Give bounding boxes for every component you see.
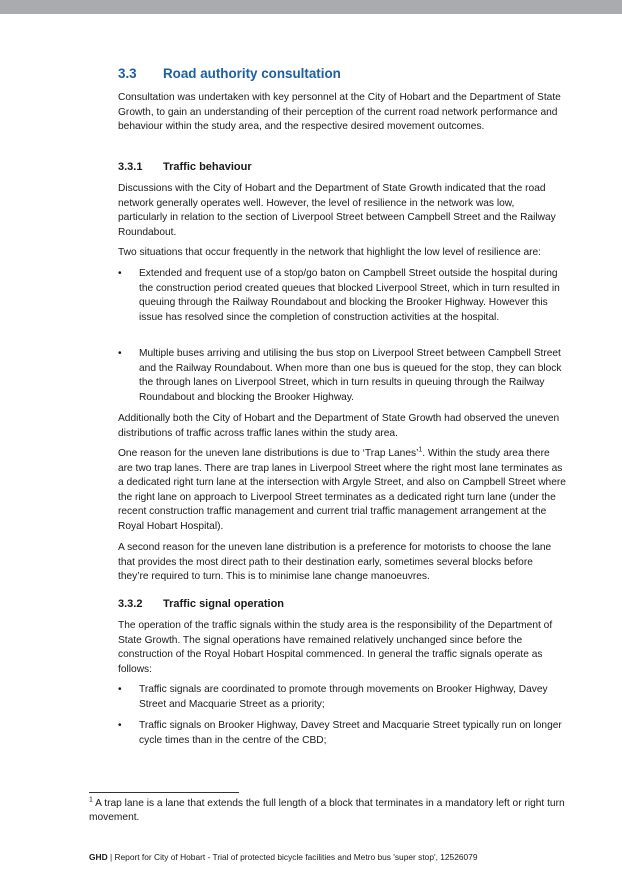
bullet-icon: • (118, 268, 122, 279)
page-footer (89, 852, 478, 862)
section-heading (118, 66, 341, 81)
subsection-number: 3.3.1 (118, 161, 143, 173)
subsection-title: Traffic behaviour (163, 161, 252, 173)
footer-brand: GHD (89, 852, 108, 862)
bullet-icon: • (118, 684, 122, 695)
bullet-item (118, 719, 566, 748)
intro-paragraph: Consultation was undertaken with key personnel at the City of Hobart and the Department of State Growth, to gain an understanding of their perception of the current road network performance and behaviour within the study area, and the respective desired movement outcomes. (118, 92, 561, 133)
footnote (89, 797, 569, 825)
bullet-item (118, 267, 566, 325)
subsection-title: Traffic signal operation (163, 598, 285, 610)
paragraph-text: One reason for the uneven lane distributions is due to ‘Trap Lanes’ (118, 448, 419, 459)
bullet-text: Traffic signals on Brooker Highway, Davey Street and Macquarie Street typically run on longer cycle times than in the centre of the CBD; (139, 720, 562, 746)
bullet-text: Extended and frequent use of a stop/go baton on Campbell Street outside the hospital during the construction period created queues that blocked Liverpool Street, which in turn resulted in queuing through the Railway Roundabout and blocking the Brooker Highway. However this issue has resolved since the completion of construction activities at the hospital. (139, 268, 560, 323)
footnote-mark: 1 (89, 796, 93, 804)
bullet-text: Traffic signals are coordinated to promote through movements on Brooker Highway, Davey Street and Macquarie Street as a priority; (139, 684, 548, 710)
paragraph: The operation of the traffic signals within the study area is the responsibility of the Department of State Growth. The signal operations have remained relatively unchanged since before the construction of the Royal Hobart Hospital commenced. In general the traffic signals operate as follows: (118, 620, 553, 675)
subsection-heading-traffic-signal-operation (118, 598, 284, 610)
section-title: Road authority consultation (163, 66, 341, 81)
bullet-icon: • (118, 348, 122, 359)
paragraph: A second reason for the uneven lane distribution is a preference for motorists to choose the lane that provides the most direct path to their destination early, sometimes several blocks before they’re required to turn. This is to minimise lane change manoeuvres. (118, 542, 552, 583)
footnote-divider (89, 792, 239, 793)
top-banner (0, 0, 622, 14)
subsection-number: 3.3.2 (118, 598, 143, 610)
section-number: 3.3 (118, 66, 137, 81)
footnote-text: A trap lane is a lane that extends the full length of a block that terminates in a mandatory left or right turn movement. (89, 798, 565, 823)
paragraph: Additionally both the City of Hobart and the Department of State Growth had observed the uneven distributions of traffic across traffic lanes within the study area. (118, 413, 560, 439)
subsection-heading-traffic-behaviour (118, 161, 252, 173)
bullet-text: Multiple buses arriving and utilising the bus stop on Liverpool Street between Campbell Street and the Railway Roundabout. When more than one bus is queued for the stop, they can block the through lanes on Liverpool Street, which in turn results in queuing through the Railway Roundabout and blocking the Brooker Highway. (139, 348, 562, 403)
paragraph-text: . Within the study area there are two trap lanes. There are trap lanes in Liverpool Street where the right most lane terminates as a dedicated right turn lane at the intersection with Argyle Street, and also on Campbell Street where the right lane on approach to Liverpool Street terminates as a dedicated right turn lane (under the recent construction traffic management and current trial traffic management arrangement at the Royal Hobart Hospital). (118, 448, 566, 532)
bullet-item (118, 347, 566, 405)
footnote-ref: 1 (418, 446, 423, 454)
bullet-item (118, 683, 566, 712)
bullet-icon: • (118, 720, 122, 731)
paragraph: Discussions with the City of Hobart and the Department of State Growth indicated that the road network generally operates well. However, the level of resilience in the network was low, particularly in relation to the section of Liverpool Street between Campbell Street and the Railway Roundabout. (118, 183, 556, 238)
paragraph-trap-lanes (118, 447, 566, 535)
footer-text: | Report for City of Hobart - Trial of protected bicycle facilities and Metro bus 'super stop', 12526079 (107, 852, 478, 862)
paragraph: Two situations that occur frequently in the network that highlight the low level of resilience are: (118, 247, 542, 258)
